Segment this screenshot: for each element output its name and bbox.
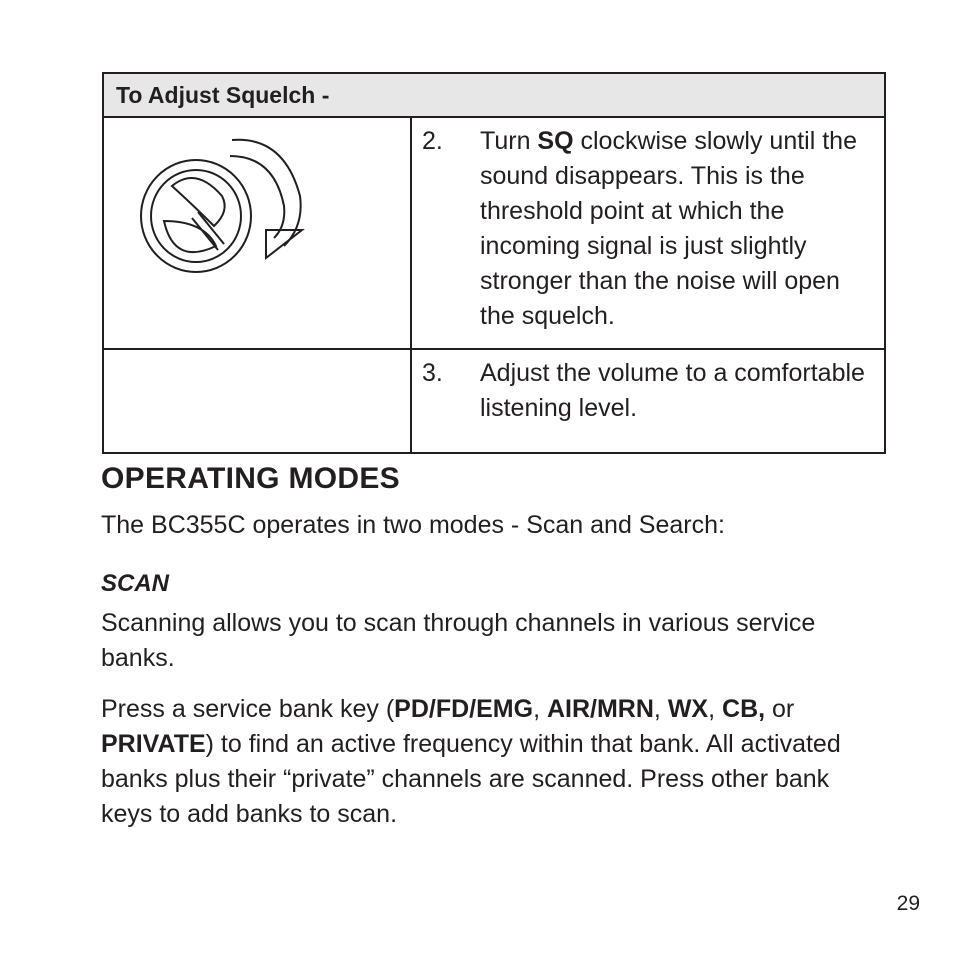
step-3-cell xyxy=(411,349,885,453)
step-2-cell xyxy=(411,117,885,349)
knob-cell xyxy=(103,117,411,349)
squelch-knob-icon xyxy=(134,126,314,276)
key-label: PD/FD/EMG xyxy=(394,695,534,723)
text-part: or xyxy=(765,695,795,723)
table-header: To Adjust Squelch - xyxy=(103,73,885,117)
text-part: , xyxy=(708,695,723,723)
step-number: 2. xyxy=(422,127,443,155)
step-2 xyxy=(422,124,872,334)
page-number: 29 xyxy=(896,892,920,915)
step-3 xyxy=(422,356,872,426)
text-part: , xyxy=(653,695,668,723)
text-part: , xyxy=(533,695,547,723)
scan-paragraph-2 xyxy=(101,692,861,832)
step-text xyxy=(480,124,872,334)
empty-cell xyxy=(103,349,411,453)
text-part: Press a service bank key ( xyxy=(101,695,395,723)
scan-title: SCAN xyxy=(101,570,170,597)
section-title: OPERATING MODES xyxy=(101,462,400,495)
step-number: 3. xyxy=(422,359,443,387)
scan-paragraph-1: Scanning allows you to scan through channels in various service banks. xyxy=(101,609,816,672)
key-label: PRIVATE xyxy=(101,730,206,758)
key-label: WX xyxy=(667,695,709,723)
section-intro: The BC355C operates in two modes - Scan and Search: xyxy=(101,511,725,539)
step-text-part: clockwise slowly until the sound disappears. This is the threshold point at which the incoming signal is just slightly stronger than the noise will open the squelch. xyxy=(480,127,857,330)
key-label: CB, xyxy=(722,695,766,723)
sq-key-label: SQ xyxy=(537,127,574,155)
step-text: Adjust the volume to a comfortable listening level. xyxy=(480,359,865,422)
step-text-part: Turn xyxy=(480,127,538,155)
key-label: AIR/MRN xyxy=(546,695,654,723)
squelch-table xyxy=(102,72,886,454)
text-part: ) to find an active frequency within that bank. All activated banks plus their “private” channels are scanned. Press other bank keys to add banks to scan. xyxy=(101,730,841,828)
